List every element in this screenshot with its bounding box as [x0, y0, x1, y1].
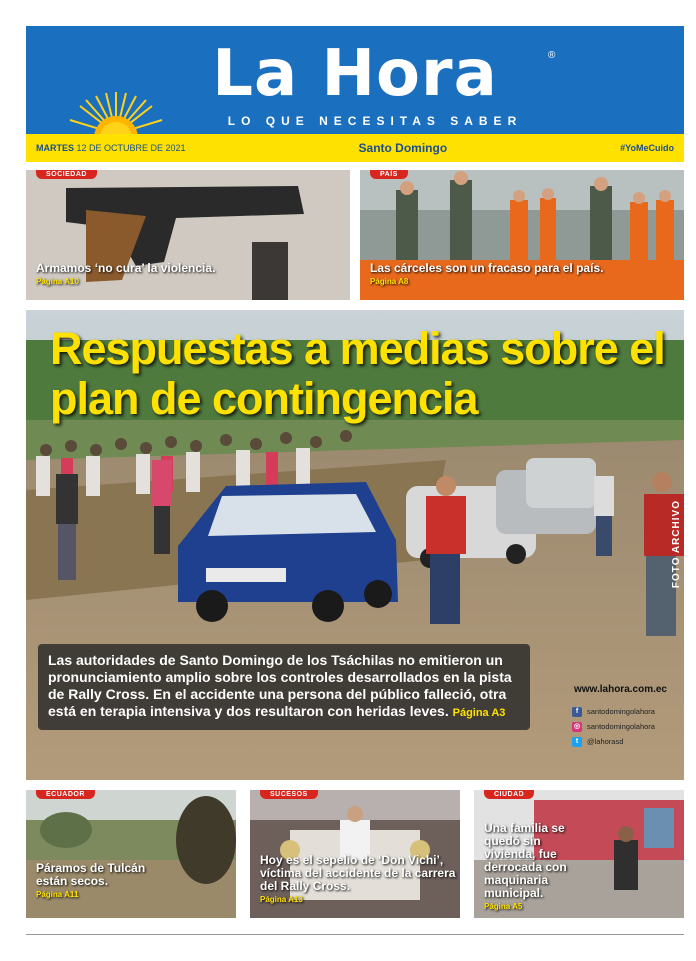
story-card-ecuador[interactable] — [26, 790, 236, 918]
hero-page-ref: Página A3 — [452, 707, 506, 719]
social-handle: @lahorasd — [587, 737, 624, 746]
twitter-icon: t — [572, 737, 582, 747]
issue-date — [36, 143, 186, 153]
social-handle: santodomingolahora — [587, 707, 655, 716]
photo-credit: FOTO ARCHIVO — [671, 500, 682, 589]
story-page-ref: Página A5 — [484, 902, 523, 911]
story-page-ref: Página A10 — [36, 277, 79, 286]
story-headline — [36, 262, 336, 288]
tagline: LO QUE NECESITAS SABER — [227, 114, 523, 128]
story-headline — [370, 262, 670, 288]
story-page-ref: Página A11 — [36, 890, 79, 899]
facebook-icon: f — [572, 707, 582, 717]
story-headline-text: Una familia se quedó sin vivienda, fue derrocada con maquinaria municipal. — [484, 821, 567, 900]
story-headline — [484, 822, 592, 913]
story-headline-text: Armamos ‘no cura’ la violencia. — [36, 261, 216, 275]
issue-day: MARTES — [36, 143, 74, 153]
section-tag-sucesos: SUCESOS — [260, 790, 318, 799]
masthead — [26, 26, 684, 134]
hashtag: #YoMeCuido — [620, 143, 674, 153]
issue-date-text: 12 DE OCTUBRE DE 2021 — [76, 143, 186, 153]
story-page-ref: Página A13 — [260, 895, 303, 904]
edition-city: Santo Domingo — [358, 141, 448, 155]
social-facebook[interactable] — [572, 704, 655, 719]
hero-headline: Respuestas a medias sobre el plan de contingencia — [50, 323, 665, 424]
story-card-ciudad[interactable] — [474, 790, 684, 918]
social-instagram[interactable] — [572, 719, 655, 734]
social-links — [572, 704, 655, 749]
story-headline-text: Hoy es el sepelio de ‘Don Vichi’, víctima del accidente de la carrera del Rally Cross. — [260, 853, 456, 893]
hero-summary-text: Las autoridades de Santo Domingo de los Tsáchilas no emitieron un pronunciamiento amplio sobre los controles desarrollados en la pista de Rally Cross. En el accidente una persona del público falleció, otra está en terapia intensiva y dos resultaron con heridas leves. — [48, 652, 512, 719]
story-headline-text: Las cárceles son un fracaso para el país. — [370, 261, 604, 275]
story-card-pais[interactable] — [360, 170, 684, 300]
story-headline — [36, 862, 166, 901]
bottom-divider — [26, 934, 684, 935]
social-handle: santodomingolahora — [587, 722, 655, 731]
section-tag-ciudad: CIUDAD — [484, 790, 534, 799]
story-card-sociedad[interactable] — [26, 170, 350, 300]
brand-name: La Hora — [212, 37, 498, 111]
section-tag-sociedad: SOCIEDAD — [36, 170, 97, 179]
hero-summary-box — [38, 644, 530, 730]
story-headline — [260, 854, 456, 906]
registered-mark: ® — [548, 50, 556, 61]
story-card-sucesos[interactable] — [250, 790, 460, 918]
story-headline-text: Páramos de Tulcán están secos. — [36, 861, 146, 888]
section-tag-pais: PAÍS — [370, 170, 408, 179]
story-page-ref: Página A8 — [370, 277, 409, 286]
social-twitter[interactable] — [572, 734, 655, 749]
instagram-icon: ◎ — [573, 722, 581, 730]
section-tag-ecuador: ECUADOR — [36, 790, 95, 799]
website-link[interactable]: www.lahora.com.ec — [574, 684, 667, 695]
hero-story[interactable] — [26, 310, 684, 780]
date-band — [26, 134, 684, 162]
